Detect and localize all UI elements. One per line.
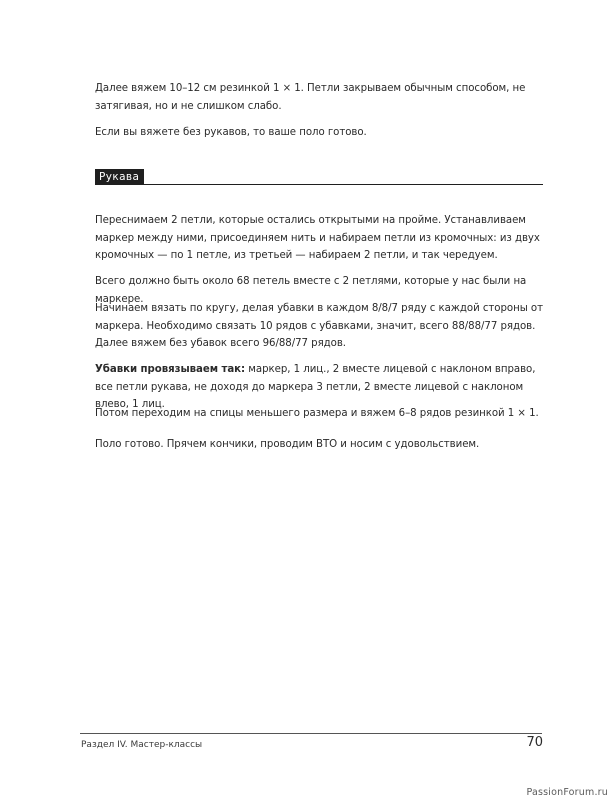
section-header xyxy=(95,169,543,185)
intro-paragraph-1: Далее вяжем 10–12 см резинкой 1 × 1. Петли закрываем обычным способом, не затягивая, но и не слишком слабо. xyxy=(95,83,526,112)
body-paragraph-4-text: маркер, 1 лиц., 2 вместе лицевой с наклоном вправо, все петли рукава, не доходя до маркера 3 петли, 2 вместе лицевой с наклоном влево, 1 лиц. xyxy=(95,364,536,410)
footer-rule xyxy=(80,733,542,734)
footer-section-label: Раздел IV. Мастер-классы xyxy=(81,740,203,750)
body-paragraph-5: Потом переходим на спицы меньшего размера и вяжем 6–8 рядов резинкой 1 × 1. xyxy=(95,408,539,419)
body-paragraph-2: Всего должно быть около 68 петель вместе с 2 петлями, которые у нас были на маркере. xyxy=(95,276,527,305)
body-paragraph-3: Начинаем вязать по кругу, делая убавки в каждом 8/8/7 ряду с каждой стороны от маркера. Необходимо связать 10 рядов с убавками, значит, всего 88/88/77 рядов. Далее вяжем без убавок всего 96/88/77 рядов. xyxy=(95,303,543,349)
section-title: Рукава xyxy=(95,169,144,185)
body-paragraph-1: Переснимаем 2 петли, которые остались открытыми на пройме. Устанавливаем маркер между ними, присоединяем нить и набираем петли из кромочных: из двух кромочных — по 1 петле, из третьей — набираем 2 петли, и так чередуем. xyxy=(95,215,540,261)
intro-paragraph-2: Если вы вяжете без рукавов, то ваше поло готово. xyxy=(95,127,367,138)
section-rule xyxy=(95,184,543,185)
body-paragraph-6: Поло готово. Прячем кончики, проводим ВТО и носим с удовольствием. xyxy=(95,439,480,450)
body-paragraph-4-bold: Убавки провязываем так: xyxy=(95,364,246,375)
watermark: PassionForum.ru xyxy=(526,787,608,798)
page-number: 70 xyxy=(526,735,543,750)
